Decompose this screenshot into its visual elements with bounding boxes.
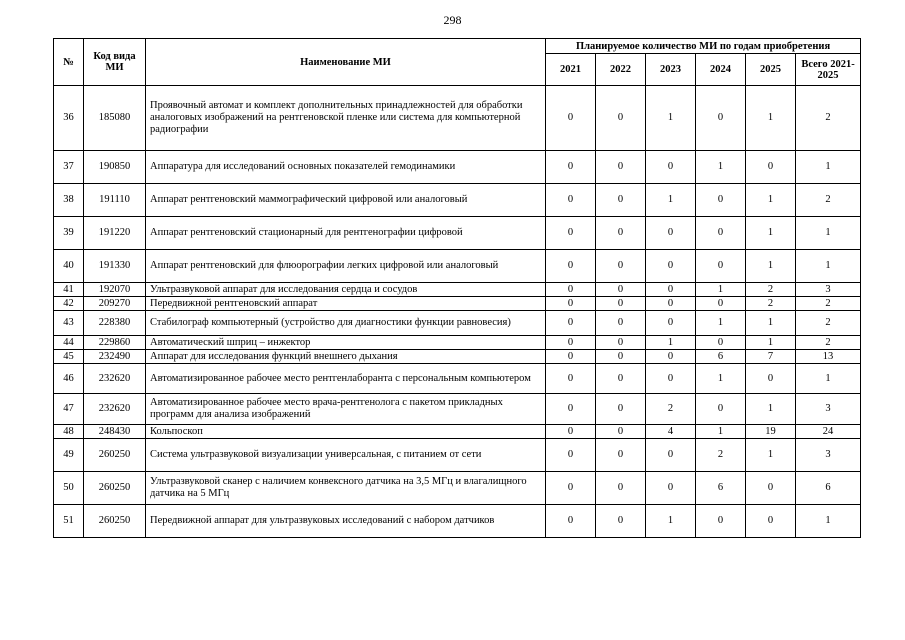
cell-value-2022: 0: [596, 86, 646, 151]
cell-value-2024: 0: [696, 184, 746, 217]
table-row: [54, 283, 861, 297]
header-year: 2022: [596, 54, 646, 86]
cell-value-2021: 0: [546, 283, 596, 297]
table-row: [54, 297, 861, 311]
cell-code: 232490: [84, 350, 146, 364]
cell-total: 2: [796, 311, 861, 336]
cell-value-2023: 0: [646, 151, 696, 184]
cell-value-2023: 0: [646, 311, 696, 336]
cell-number: 42: [54, 297, 84, 311]
cell-value-2023: 0: [646, 217, 696, 250]
cell-value-2024: 2: [696, 439, 746, 472]
table-row: [54, 336, 861, 350]
page-number: 298: [443, 13, 462, 27]
header-year-group: Планируемое количество МИ по годам приобретения: [546, 39, 861, 54]
cell-value-2021: 0: [546, 297, 596, 311]
cell-value-2025: 1: [746, 336, 796, 350]
cell-value-2024: 6: [696, 350, 746, 364]
cell-value-2025: 1: [746, 439, 796, 472]
cell-value-2024: 1: [696, 311, 746, 336]
cell-value-2024: 1: [696, 283, 746, 297]
table-row: [54, 311, 861, 336]
cell-number: 45: [54, 350, 84, 364]
cell-number: 49: [54, 439, 84, 472]
header-code: Код вида МИ: [84, 39, 146, 86]
cell-number: 38: [54, 184, 84, 217]
cell-value-2024: 0: [696, 250, 746, 283]
cell-value-2022: 0: [596, 283, 646, 297]
cell-value-2023: 0: [646, 283, 696, 297]
cell-value-2023: 0: [646, 472, 696, 505]
table-row: [54, 151, 861, 184]
cell-value-2021: 0: [546, 151, 596, 184]
cell-name: Передвижной рентгеновский аппарат: [146, 297, 546, 311]
cell-name: Ультразвуковой сканер с наличием конвексного датчика на 3,5 МГц и влагалищного датчика на 5 МГц: [146, 472, 546, 505]
cell-value-2025: 0: [746, 364, 796, 394]
cell-name: Автоматизированное рабочее место рентгенлаборанта с персональным компьютером: [146, 364, 546, 394]
cell-value-2025: 19: [746, 425, 796, 439]
cell-value-2025: 7: [746, 350, 796, 364]
cell-value-2022: 0: [596, 336, 646, 350]
cell-value-2021: 0: [546, 439, 596, 472]
table-row: [54, 394, 861, 425]
cell-total: 2: [796, 86, 861, 151]
cell-value-2023: 1: [646, 86, 696, 151]
table-row: [54, 472, 861, 505]
cell-value-2023: 2: [646, 394, 696, 425]
cell-code: 248430: [84, 425, 146, 439]
cell-number: 39: [54, 217, 84, 250]
table-row: [54, 350, 861, 364]
cell-number: 51: [54, 505, 84, 538]
cell-value-2021: 0: [546, 86, 596, 151]
table-row: [54, 184, 861, 217]
cell-code: 191330: [84, 250, 146, 283]
cell-value-2021: 0: [546, 425, 596, 439]
cell-total: 2: [796, 297, 861, 311]
cell-value-2025: 1: [746, 394, 796, 425]
cell-total: 2: [796, 184, 861, 217]
cell-value-2025: 0: [746, 151, 796, 184]
cell-value-2025: 0: [746, 472, 796, 505]
cell-code: 260250: [84, 472, 146, 505]
cell-value-2022: 0: [596, 505, 646, 538]
cell-value-2025: 1: [746, 250, 796, 283]
cell-code: 185080: [84, 86, 146, 151]
cell-value-2022: 0: [596, 350, 646, 364]
cell-code: 260250: [84, 505, 146, 538]
cell-value-2022: 0: [596, 250, 646, 283]
cell-value-2023: 0: [646, 297, 696, 311]
cell-total: 24: [796, 425, 861, 439]
cell-value-2023: 4: [646, 425, 696, 439]
cell-value-2024: 1: [696, 364, 746, 394]
header-year: 2025: [746, 54, 796, 86]
cell-value-2022: 0: [596, 394, 646, 425]
table-row: [54, 439, 861, 472]
cell-value-2024: 0: [696, 217, 746, 250]
cell-code: 260250: [84, 439, 146, 472]
cell-value-2022: 0: [596, 151, 646, 184]
cell-value-2022: 0: [596, 472, 646, 505]
cell-number: 50: [54, 472, 84, 505]
cell-number: 40: [54, 250, 84, 283]
cell-value-2021: 0: [546, 364, 596, 394]
cell-name: Аппарат для исследования функций внешнего дыхания: [146, 350, 546, 364]
cell-name: Стабилограф компьютерный (устройство для диагностики функции равновесия): [146, 311, 546, 336]
cell-name: Ультразвуковой аппарат для исследования сердца и сосудов: [146, 283, 546, 297]
cell-value-2022: 0: [596, 364, 646, 394]
cell-value-2024: 1: [696, 425, 746, 439]
cell-value-2025: 1: [746, 311, 796, 336]
cell-total: 1: [796, 217, 861, 250]
cell-code: 190850: [84, 151, 146, 184]
cell-name: Кольпоскоп: [146, 425, 546, 439]
cell-value-2025: 1: [746, 217, 796, 250]
cell-total: 3: [796, 283, 861, 297]
cell-value-2023: 0: [646, 350, 696, 364]
cell-name: Аппарат рентгеновский маммографический цифровой или аналоговый: [146, 184, 546, 217]
cell-value-2021: 0: [546, 311, 596, 336]
cell-total: 3: [796, 394, 861, 425]
table-row: [54, 217, 861, 250]
cell-total: 2: [796, 336, 861, 350]
cell-name: Проявочный автомат и комплект дополнительных принадлежностей для обработки аналоговых изображений на рентгеновской пленке или система для компьютерной радиографии: [146, 86, 546, 151]
cell-value-2024: 0: [696, 336, 746, 350]
cell-name: Передвижной аппарат для ультразвуковых исследований с набором датчиков: [146, 505, 546, 538]
cell-code: 229860: [84, 336, 146, 350]
cell-total: 6: [796, 472, 861, 505]
table-row: [54, 86, 861, 151]
header-year: 2021: [546, 54, 596, 86]
cell-total: 3: [796, 439, 861, 472]
cell-code: 192070: [84, 283, 146, 297]
cell-value-2021: 0: [546, 184, 596, 217]
cell-value-2024: 0: [696, 86, 746, 151]
cell-value-2021: 0: [546, 350, 596, 364]
header-number: №: [54, 39, 84, 86]
cell-number: 46: [54, 364, 84, 394]
cell-value-2021: 0: [546, 250, 596, 283]
cell-value-2025: 1: [746, 86, 796, 151]
cell-number: 36: [54, 86, 84, 151]
cell-code: 232620: [84, 394, 146, 425]
cell-value-2024: 6: [696, 472, 746, 505]
cell-value-2023: 1: [646, 184, 696, 217]
cell-name: Аппарат рентгеновский для флюорографии легких цифровой или аналоговый: [146, 250, 546, 283]
cell-value-2024: 0: [696, 505, 746, 538]
cell-value-2025: 0: [746, 505, 796, 538]
cell-name: Аппарат рентгеновский стационарный для рентгенографии цифровой: [146, 217, 546, 250]
cell-value-2025: 2: [746, 297, 796, 311]
cell-total: 1: [796, 505, 861, 538]
cell-value-2021: 0: [546, 394, 596, 425]
cell-value-2025: 2: [746, 283, 796, 297]
cell-value-2022: 0: [596, 184, 646, 217]
cell-number: 41: [54, 283, 84, 297]
cell-total: 13: [796, 350, 861, 364]
cell-value-2024: 0: [696, 394, 746, 425]
cell-name: Система ультразвуковой визуализации универсальная, с питанием от сети: [146, 439, 546, 472]
equipment-table: [53, 38, 861, 538]
header-year: 2024: [696, 54, 746, 86]
table-row: [54, 364, 861, 394]
cell-value-2021: 0: [546, 505, 596, 538]
cell-code: 191220: [84, 217, 146, 250]
cell-name: Автоматический шприц – инжектор: [146, 336, 546, 350]
cell-value-2023: 1: [646, 505, 696, 538]
cell-value-2021: 0: [546, 217, 596, 250]
cell-value-2022: 0: [596, 217, 646, 250]
cell-value-2022: 0: [596, 439, 646, 472]
table-row: [54, 250, 861, 283]
cell-value-2022: 0: [596, 311, 646, 336]
cell-value-2024: 1: [696, 151, 746, 184]
table-row: [54, 505, 861, 538]
cell-value-2025: 1: [746, 184, 796, 217]
header-total: Всего 2021-2025: [796, 54, 861, 86]
cell-total: 1: [796, 250, 861, 283]
cell-number: 37: [54, 151, 84, 184]
cell-name: Аппаратура для исследований основных показателей гемодинамики: [146, 151, 546, 184]
cell-code: 232620: [84, 364, 146, 394]
cell-code: 191110: [84, 184, 146, 217]
table-row: [54, 425, 861, 439]
cell-value-2023: 1: [646, 336, 696, 350]
cell-name: Автоматизированное рабочее место врача-рентгенолога с пакетом прикладных программ для анализа изображений: [146, 394, 546, 425]
cell-total: 1: [796, 364, 861, 394]
header-year: 2023: [646, 54, 696, 86]
cell-number: 47: [54, 394, 84, 425]
cell-number: 48: [54, 425, 84, 439]
cell-value-2021: 0: [546, 336, 596, 350]
cell-value-2021: 0: [546, 472, 596, 505]
cell-number: 43: [54, 311, 84, 336]
header-name: Наименование МИ: [146, 39, 546, 86]
cell-value-2023: 0: [646, 364, 696, 394]
cell-code: 228380: [84, 311, 146, 336]
cell-code: 209270: [84, 297, 146, 311]
cell-value-2023: 0: [646, 250, 696, 283]
cell-value-2022: 0: [596, 425, 646, 439]
cell-number: 44: [54, 336, 84, 350]
cell-value-2024: 0: [696, 297, 746, 311]
cell-value-2022: 0: [596, 297, 646, 311]
cell-value-2023: 0: [646, 439, 696, 472]
cell-total: 1: [796, 151, 861, 184]
